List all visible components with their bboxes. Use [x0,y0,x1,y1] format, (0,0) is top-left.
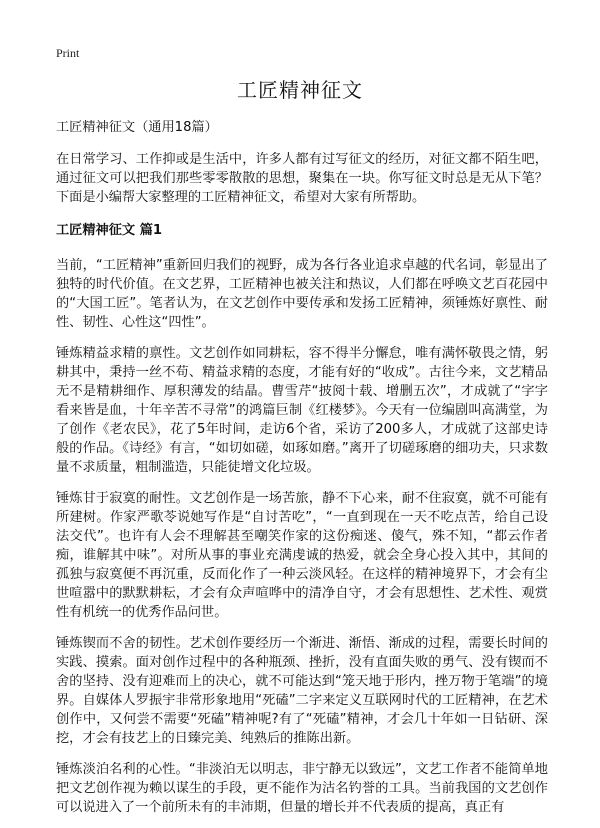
body-paragraph: 锤炼精益求精的禀性。文艺创作如同耕耘，容不得半分懈怠，唯有满怀敬畏之情，躬耕其中，秉持一丝不苟、精益求精的态度，才能有好的“收成”。古往今来，文艺精品无不是精耕细作、厚积薄发的结晶。曹雪芹“披阅十载、增删五次”，才成就了“字字看来皆是血，十年辛苦不寻常”的鸿篇巨制《红楼梦》。今天有一位编剧叫高满堂，为了创作《老农民》，花了5年时间，走访6个省，采访了200多人，才成就了这部史诗般的作品。《诗经》有言，“如切如磋，如琢如磨。”离开了切磋琢磨的细功夫，只求数量不求质量，粗制滥造，只能徒增文化垃圾。 [56,346,548,475]
page-title: 工匠精神征文 [237,78,363,102]
body-paragraph: 锤炼甘于寂寞的耐性。文艺创作是一场苦旅，静不下心来，耐不住寂寞，就不可能有所建树。作家严歌苓说她写作是“自讨苦吃”，“一直到现在一天不吃点苦，给自己设法交代”。也许有人会不理解甚至嘲笑作家的这份痴迷、傻气，殊不知，“都云作者痴，谁解其中味”。对所从事的事业充满虔诚的热爱，就会全身心投入其中，其间的孤独与寂寞便不再沉重，反而化作了一种云淡风轻。在这样的精神境界下，才会有尘世喧嚣中的默默耕耘，才会有众声喧哗中的清净自守，才会有思想性、艺术性、观赏性有机统一的优秀作品问世。 [56,491,548,620]
print-link[interactable]: Print [56,46,80,60]
body-paragraph: 锤炼淡泊名利的心性。“非淡泊无以明志，非宁静无以致远”，文艺工作者不能简单地把文艺创作视为赖以谋生的手段，更不能作为沽名钓誉的工具。当前我国的文艺创作可以说进入了一个前所未有的丰沛期，但量的增长并不代表质的提高，真正有 [56,762,548,815]
document-body [56,150,548,828]
intro-paragraph: 在日常学习、工作抑或是生活中，许多人都有过写征文的经历，对征文都不陌生吧，通过征文可以把我们那些零零散散的思想，聚集在一块。你写征文时总是无从下笔？下面是小编帮大家整理的工匠精神征文，希望对大家有所帮助。 [56,152,548,205]
section-heading: 工匠精神征文 篇1 [56,223,163,238]
body-paragraph: 当前，“工匠精神”重新回归我们的视野，成为各行各业追求卓越的代名词，彰显出了独特的时代价值。在文艺界，工匠精神也被关注和热议，人们都在呼唤文艺百花园中的“大国工匠”。笔者认为，在文艺创作中要传承和发扬工匠精神，须锤炼好禀性、耐性、韧性、心性这“四性”。 [56,258,548,330]
body-paragraph: 锤炼锲而不舍的韧性。艺术创作要经历一个渐进、渐悟、渐成的过程，需要长时间的实践、摸索。面对创作过程中的各种瓶颈、挫折，没有直面失败的勇气、没有锲而不舍的坚持、没有迎难而上的决心，就不可能达到“笼天地于形内，挫万物于笔端”的境界。自媒体人罗振宇非常形象地用“死磕”二字来定义互联网时代的工匠精神，在艺术创作中，又何尝不需要“死磕”精神呢?有了“死磕”精神，才会几十年如一日钻研、深挖，才会有技艺上的日臻完美、纯熟后的推陈出新。 [56,636,548,746]
document-subtitle: 工匠精神征文（通用18篇） [56,120,218,135]
